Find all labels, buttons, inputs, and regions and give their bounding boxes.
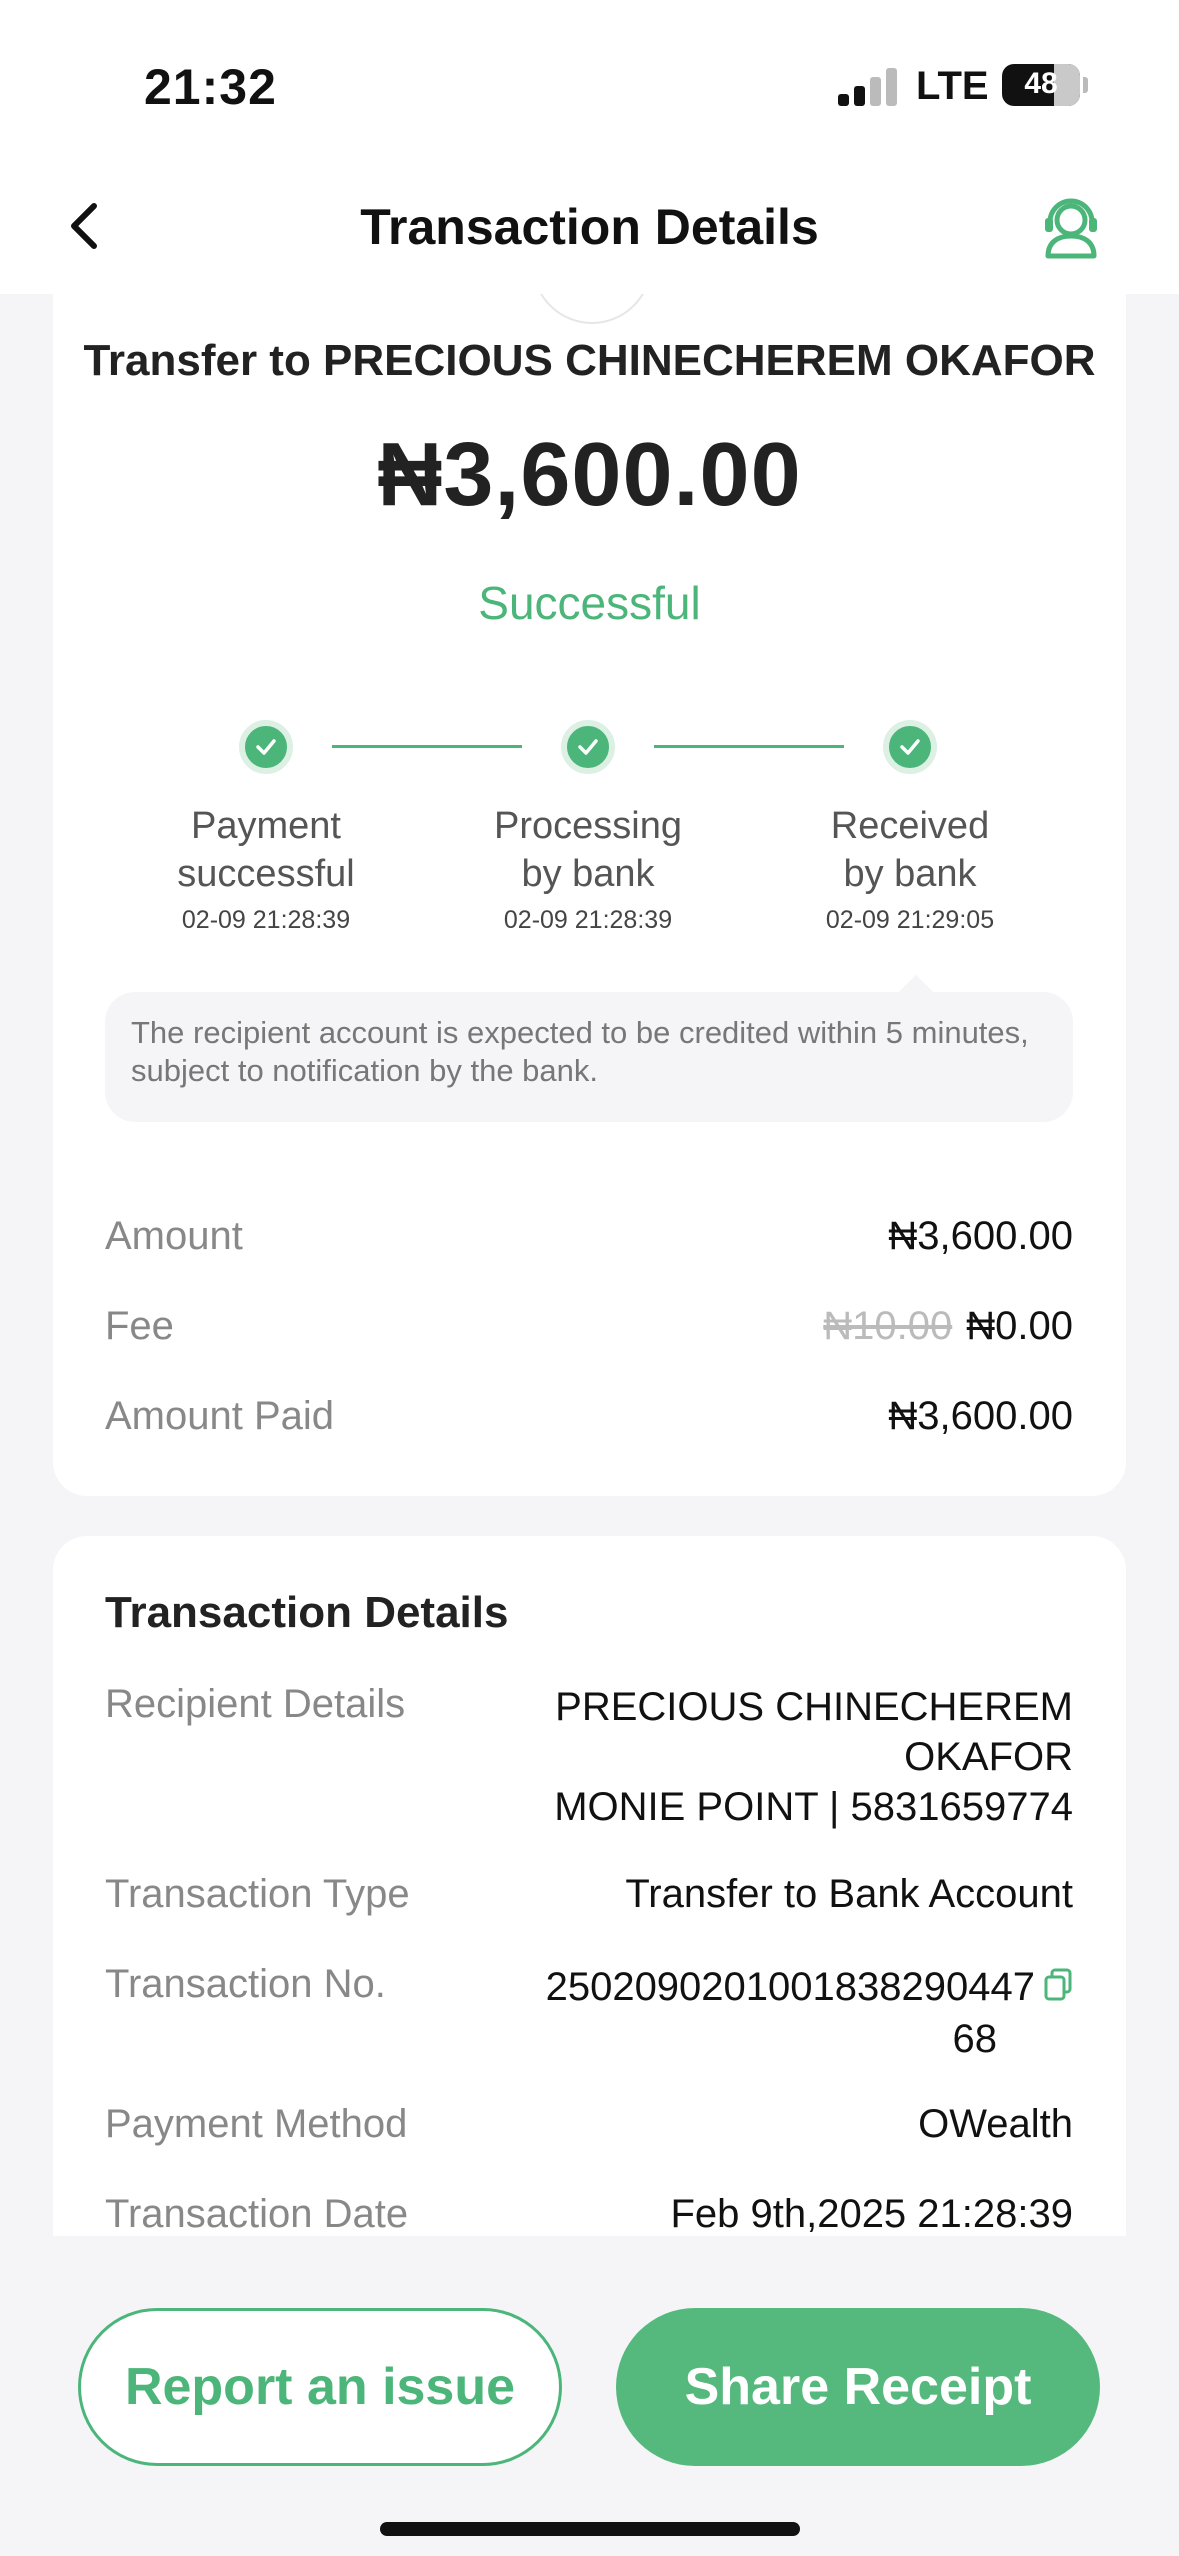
notice-text: The recipient account is expected to be credited within 5 minutes, subject to notification by the bank.	[131, 1015, 1029, 1088]
step-label-line: successful	[177, 853, 355, 895]
recipient-name-line: PRECIOUS CHINECHEREM	[555, 1685, 1073, 1729]
step-connector	[654, 745, 844, 748]
payment-method-label: Payment Method	[105, 2102, 408, 2146]
battery-icon	[1002, 64, 1080, 106]
fee-label: Fee	[105, 1304, 174, 1348]
transaction-date-label: Transaction Date	[105, 2192, 409, 2236]
copy-icon[interactable]	[1043, 1964, 1073, 2014]
transaction-type-label: Transaction Type	[105, 1872, 410, 1916]
transfer-amount: ₦3,600.00	[377, 425, 802, 525]
step-check-icon	[561, 720, 615, 774]
amount-value: ₦3,600.00	[888, 1214, 1073, 1258]
step-label	[780, 802, 1040, 898]
recipient-bank-account: MONIE POINT | 5831659774	[554, 1785, 1073, 1829]
status-bar	[0, 0, 1179, 160]
amount-paid-label: Amount Paid	[105, 1394, 335, 1438]
network-type: LTE	[916, 64, 989, 108]
transfer-title: Transfer to PRECIOUS CHINECHEREM OKAFOR	[83, 336, 1096, 385]
summary-card	[53, 294, 1126, 1496]
payment-method-value: OWealth	[918, 2102, 1073, 2146]
battery-level: 48	[1024, 67, 1058, 100]
fee-value: ₦0.00	[966, 1304, 1073, 1348]
step-connector	[332, 745, 522, 748]
notice-box	[105, 992, 1073, 1122]
step-label-line: Processing	[494, 805, 682, 847]
status-text: Successful	[478, 577, 701, 629]
step-time: 02-09 21:28:39	[503, 906, 673, 934]
battery-tip	[1083, 77, 1088, 93]
amount-paid-value: ₦3,600.00	[888, 1394, 1073, 1438]
nav-bar	[0, 160, 1179, 294]
step-label-line: Received	[830, 805, 990, 847]
report-issue-button[interactable]: Report an issue	[78, 2308, 562, 2466]
recipient-label: Recipient Details	[105, 1682, 406, 1726]
fee-value-group	[823, 1304, 1073, 1349]
customer-support-icon	[1036, 192, 1106, 262]
step-time: 02-09 21:29:05	[825, 906, 995, 934]
step-time: 02-09 21:28:39	[181, 906, 351, 934]
step-label	[136, 802, 396, 898]
transaction-date-value: Feb 9th,2025 21:28:39	[670, 2192, 1073, 2236]
transaction-number-suffix: 68	[952, 2017, 997, 2062]
transaction-number-line	[546, 1962, 1073, 2014]
transaction-number-value	[546, 1962, 1073, 2064]
step-label-line: Payment	[191, 805, 341, 847]
step-check-icon	[883, 720, 937, 774]
step-label-line: by bank	[843, 853, 977, 895]
transaction-number-label: Transaction No.	[105, 1962, 386, 2006]
amount-label: Amount	[105, 1214, 243, 1258]
page-title: Transaction Details	[360, 199, 819, 255]
step-check-icon	[239, 720, 293, 774]
bottom-action-bar	[0, 2236, 1179, 2556]
transaction-number-text: 250209020100183829044​7	[545, 1965, 1035, 2009]
step-label	[458, 802, 718, 898]
status-time: 21:32	[144, 59, 277, 115]
share-receipt-button[interactable]: Share Receipt	[616, 2308, 1100, 2466]
home-indicator[interactable]	[380, 2522, 800, 2536]
recipient-logo	[532, 294, 652, 324]
details-title: Transaction Details	[105, 1588, 509, 1637]
customer-support-button[interactable]	[1036, 192, 1106, 262]
transaction-type-value: Transfer to Bank Account	[625, 1872, 1073, 1916]
recipient-value	[554, 1682, 1073, 1832]
step-label-line: by bank	[521, 853, 655, 895]
fee-original: ₦10.00	[823, 1304, 953, 1348]
details-card	[53, 1536, 1126, 2236]
recipient-name-line: OKAFOR	[904, 1735, 1073, 1779]
signal-icon	[838, 68, 900, 106]
